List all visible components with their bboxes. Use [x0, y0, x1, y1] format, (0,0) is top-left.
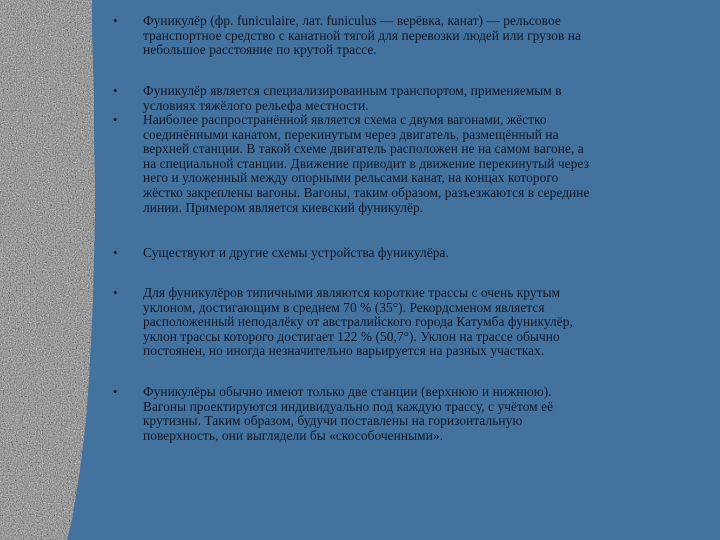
- bullet-marker: •: [113, 384, 118, 399]
- bullet-marker: •: [113, 13, 118, 28]
- bullet-marker: •: [113, 112, 118, 127]
- list-item-text: Для фуникулёров типичными являются короткие трассы с очень крутым уклоном, достигающим в среднем 70 % (35°). Рекордсменом является расположенный неподалёку от австралийского города Катумба фуникулёр, уклон трассы которого достигает 122 % (50,7°). Уклон на трассе обычно постоянен, но иногда незначительно варьируется на разных участках.: [143, 285, 573, 359]
- bullet-marker: •: [113, 245, 118, 260]
- list-item-text: Фуникулёр является специализированным транспортом, применяемым в условиях тяжёлого рельефа местности.: [143, 83, 562, 113]
- list-item-text: Наиболее распространённой является схема с двумя вагонами, жёстко соединёнными канатом, перекинутым через двигатель, размещённый на верхней станции. В такой схеме двигатель расположен не на самом вагоне, а на специальной станции. Движение приводит в движение перекинутый через него и уложенный между опорными рельсами канат, на концах которого жёстко закреплены вагоны. Вагоны, таким образом, разъезжаются в середине линии. Примером является киевский фуникулёр.: [143, 112, 590, 215]
- bullet-marker: •: [113, 83, 118, 98]
- bullet-marker: •: [113, 285, 118, 300]
- list-item-text: Фуникулёр (фр. funiculaire, лат. funiculus — верёвка, канат) — рельсовое транспортное средство с канатной тягой для перевозки людей или грузов на небольшое расстояние по крутой трассе.: [143, 13, 581, 58]
- list-item-text: Фуникулёры обычно имеют только две станции (верхнюю и нижнюю). Вагоны проектируются индивидуально под каждую трассу, с учётом её крутизны. Таким образом, будучи поставлены на горизонтальную поверхность, они выглядели бы «скособоченными».: [143, 384, 554, 443]
- list-item-text: Существуют и другие схемы устройства фуникулёра.: [143, 245, 449, 260]
